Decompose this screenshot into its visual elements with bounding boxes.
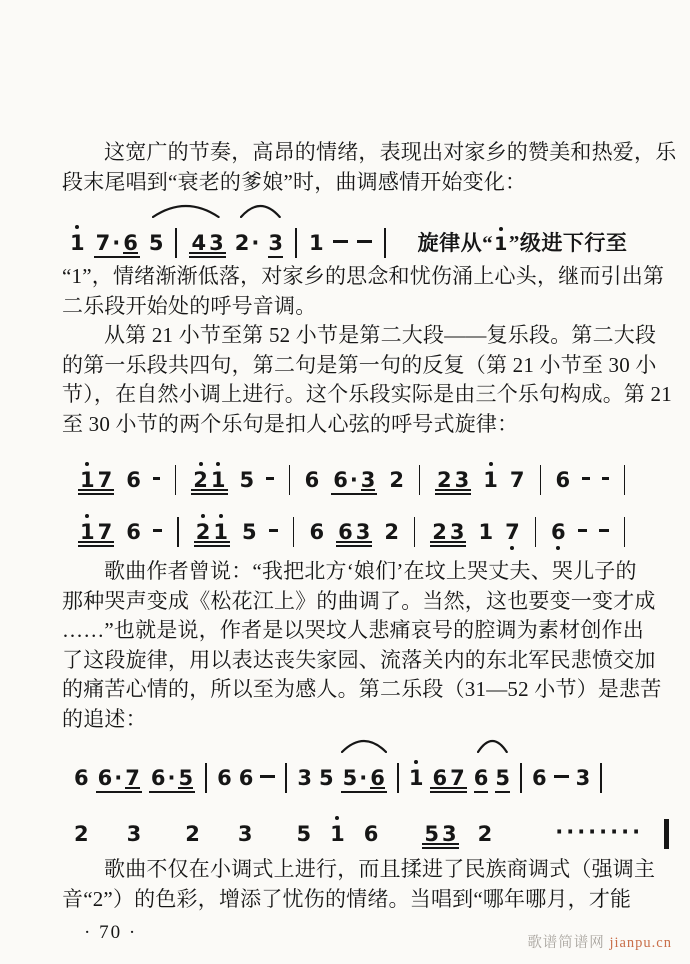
barline: [540, 465, 541, 495]
note-1: 1: [70, 233, 85, 254]
note-1: 1: [308, 231, 324, 255]
note-6: 6: [309, 520, 325, 544]
note-6: 6: [74, 766, 89, 790]
note-6: 6: [370, 766, 385, 790]
page-number: · 70 ·: [84, 922, 138, 943]
note-5: 5: [318, 766, 334, 790]
text-line: 歌曲作者曾说：“我把北方‘娘们’在坟上哭丈夫、哭儿子的: [104, 559, 637, 583]
octave-dot-high: [75, 225, 79, 229]
dash-note: [260, 775, 275, 778]
note-4: 4: [191, 231, 207, 255]
note-1: 1: [80, 470, 95, 491]
octave-dot-high: [499, 227, 503, 231]
note-group: [331, 470, 377, 495]
barline: [295, 228, 297, 258]
text-line: 了这段旋律，用以表达丧失家园、流落关内的东北军民悲愤交加: [62, 647, 656, 672]
note-2: 2: [437, 468, 452, 492]
continuation-dots: ········: [555, 820, 644, 844]
text-line: 歌曲不仅在小调式上进行，而且揉进了民族商调式（强调主: [104, 857, 656, 881]
barline: [175, 228, 177, 258]
dash-note: [153, 477, 160, 480]
note-group: [430, 522, 466, 547]
music-row: [70, 220, 628, 258]
aug-dot: ·: [114, 766, 123, 790]
octave-dot-high: [201, 514, 205, 518]
dash-note: [599, 529, 609, 532]
note-7: 7: [509, 468, 525, 492]
barline: [624, 517, 625, 547]
note-1: 1: [409, 768, 424, 789]
note-3: 3: [454, 468, 470, 492]
paragraph-p4: [62, 557, 662, 734]
barline: [419, 465, 420, 495]
note-3: 3: [126, 822, 142, 846]
barline: [624, 465, 625, 495]
barline: [289, 465, 290, 495]
music-line-md: [74, 806, 644, 849]
note-6: 6: [304, 468, 320, 492]
text-line: 音“2”）的色彩，增添了忧伤的情绪。当唱到“哪年哪月，才能: [62, 886, 632, 911]
note-7: 7·: [95, 231, 121, 255]
slur-arc: [152, 204, 220, 218]
note-6: 6: [126, 468, 141, 492]
octave-dot-high: [414, 760, 418, 764]
page-content: [62, 138, 677, 914]
note-5: 5: [148, 231, 164, 255]
aug-dot: ·: [349, 468, 358, 492]
note-1: 1: [330, 824, 345, 845]
note-2: 2: [384, 520, 399, 544]
note-5: 5: [241, 520, 257, 544]
note-6: 6: [531, 766, 547, 790]
note-5: 5: [178, 766, 194, 790]
note-3: 3: [442, 822, 457, 846]
note-2: 2: [196, 522, 211, 543]
note-group: [191, 470, 227, 495]
note-2: 2: [74, 822, 89, 846]
barline: [414, 517, 415, 547]
text-line: 段末尾唱到“衰老的爹娘”时，曲调感情开始变化：: [62, 169, 527, 194]
text-line: 二乐段开始处的呼号音调。: [62, 293, 317, 318]
aug-dot: ·: [359, 766, 368, 790]
note-2: 2: [193, 470, 208, 491]
note-group: [336, 522, 372, 547]
music-line-mc: [74, 738, 628, 793]
note-6: 6: [555, 468, 571, 492]
octave-dot-low: [556, 546, 560, 550]
note-6: 6·: [333, 468, 358, 492]
note-5: 5·: [342, 766, 368, 790]
dash-note: [554, 775, 569, 778]
text-line: 的痛苦心情的，所以至为感人。第二乐段（31—52 小节）是悲苦: [62, 677, 662, 701]
note-3: 3: [268, 233, 283, 258]
note-2: 2·: [234, 231, 260, 255]
note-1: 1: [213, 522, 228, 543]
text-line: ……”也就是说，作者是以哭坟人悲痛哀号的腔调为素材创作出: [62, 618, 644, 642]
note-6: 6·: [150, 766, 176, 790]
music-row: [74, 811, 644, 849]
music-line-m1: [70, 203, 628, 258]
note-7: 7: [450, 766, 465, 790]
watermark: [527, 931, 672, 952]
note-5: 5: [239, 468, 255, 492]
music-line-mb: [78, 504, 628, 547]
note-6: 6: [338, 520, 353, 544]
octave-dot-low: [510, 546, 514, 550]
note-3: 3: [355, 520, 371, 544]
note-group: [78, 470, 114, 495]
note-group: [422, 824, 458, 849]
dash-note: [333, 240, 348, 243]
note-5: 5: [296, 822, 312, 846]
note-1: 1: [494, 235, 508, 254]
note-2: 2: [477, 822, 493, 846]
note-3: 3: [575, 766, 591, 790]
barline: [293, 517, 294, 547]
slur-arc: [341, 739, 387, 753]
octave-dot-high: [199, 462, 203, 466]
barline: [535, 517, 536, 547]
note-6: 6: [363, 822, 379, 846]
text-line: 的第一乐段共四句，第二句是第一句的反复（第 21 小节至 30 小: [62, 352, 657, 377]
note-6: 6: [123, 231, 138, 255]
dash-note: [153, 529, 163, 532]
barline: [520, 763, 522, 793]
slur-arc: [240, 204, 281, 218]
octave-dot-high: [219, 514, 223, 518]
note-6: 6: [217, 766, 232, 790]
dash-note: [578, 529, 588, 532]
music-inline-caption: [418, 227, 628, 257]
note-5: 5: [495, 768, 510, 793]
text-line: 至 30 小节的两个乐句是扣人心弦的呼号式旋律：: [62, 411, 519, 436]
paragraph-p1: [62, 138, 677, 197]
note-2: 2: [389, 468, 405, 492]
octave-dot-high: [85, 462, 89, 466]
note-3: 3: [360, 468, 376, 492]
note-2: 2: [432, 520, 447, 544]
note-6: 6: [126, 520, 141, 544]
text-line: “1”，情绪渐渐低落，对家乡的思念和忧伤涌上心头，继而引出第: [62, 264, 665, 288]
final-barline: [664, 819, 669, 849]
paragraph-p2: [62, 262, 665, 321]
note-6: 6·: [97, 766, 123, 790]
note-7: 7: [125, 766, 140, 790]
note-1: 1: [80, 522, 95, 543]
note-group: [149, 768, 195, 793]
note-group: [78, 522, 114, 547]
note-6: 6: [474, 768, 489, 793]
music-row: [78, 457, 628, 495]
note-3: 3: [449, 520, 465, 544]
caption-post: ”级进下行至: [508, 231, 628, 255]
barline: [285, 763, 287, 793]
music-line-ma: [78, 452, 628, 495]
barline: [205, 763, 207, 793]
note-group: [189, 233, 225, 258]
octave-dot-high: [216, 462, 220, 466]
note-1: 1: [211, 470, 226, 491]
paragraph-p5: [62, 855, 656, 914]
octave-dot-high: [335, 816, 339, 820]
aug-dot: ·: [167, 766, 176, 790]
text-line: 从第 21 小节至第 52 小节是第二大段——复乐段。第二大段: [104, 323, 657, 347]
dash-note: [582, 477, 589, 480]
slur-arc: [477, 739, 508, 753]
note-group: [96, 768, 142, 793]
dash-note: [266, 477, 273, 480]
barline: [600, 763, 602, 793]
barline: [397, 763, 399, 793]
text-line: 节），在自然小调上进行。这个乐段实际是由三个乐句构成。第 21: [62, 382, 672, 406]
note-2: 2: [185, 822, 200, 846]
note-3: 3: [209, 231, 224, 255]
note-group: [430, 768, 466, 793]
octave-dot-high: [85, 514, 89, 518]
watermark-domain-link[interactable]: jianpu.cn: [609, 935, 672, 951]
dash-note: [357, 240, 372, 243]
note-6: 6: [432, 766, 448, 790]
dash-note: [602, 477, 609, 480]
note-group: [341, 768, 387, 793]
caption-pre: 旋律从“: [417, 231, 494, 255]
note-7: 7: [97, 468, 113, 492]
note-1: 1: [483, 470, 498, 491]
octave-dot-high: [489, 462, 493, 466]
aug-dot: ·: [251, 231, 260, 255]
barline: [177, 517, 178, 547]
music-row: [74, 755, 628, 793]
note-7: 7: [505, 522, 520, 543]
text-line: 的追述：: [62, 706, 147, 731]
barline: [384, 228, 386, 258]
note-1: 1: [478, 520, 494, 544]
text-line: 这宽广的节奏，高昂的情绪，表现出对家乡的赞美和热爱，乐: [104, 140, 677, 164]
note-6: 6: [238, 766, 254, 790]
note-7: 7: [97, 520, 113, 544]
paragraph-p3: [62, 321, 672, 439]
note-group: [435, 470, 471, 495]
music-row: [78, 509, 628, 547]
note-3: 3: [297, 766, 312, 790]
text-line: 那种哭声变成《松花江上》的曲调了。当然，这也要变一变才成: [62, 588, 656, 613]
note-group: [94, 233, 140, 258]
note-5: 5: [424, 822, 439, 846]
note-3: 3: [237, 822, 253, 846]
dash-note: [269, 529, 279, 532]
aug-dot: ·: [112, 231, 121, 255]
note-group: [194, 522, 230, 547]
note-6: 6: [551, 522, 566, 543]
watermark-site-name: 歌谱简谱网: [527, 935, 610, 951]
barline: [175, 465, 176, 495]
